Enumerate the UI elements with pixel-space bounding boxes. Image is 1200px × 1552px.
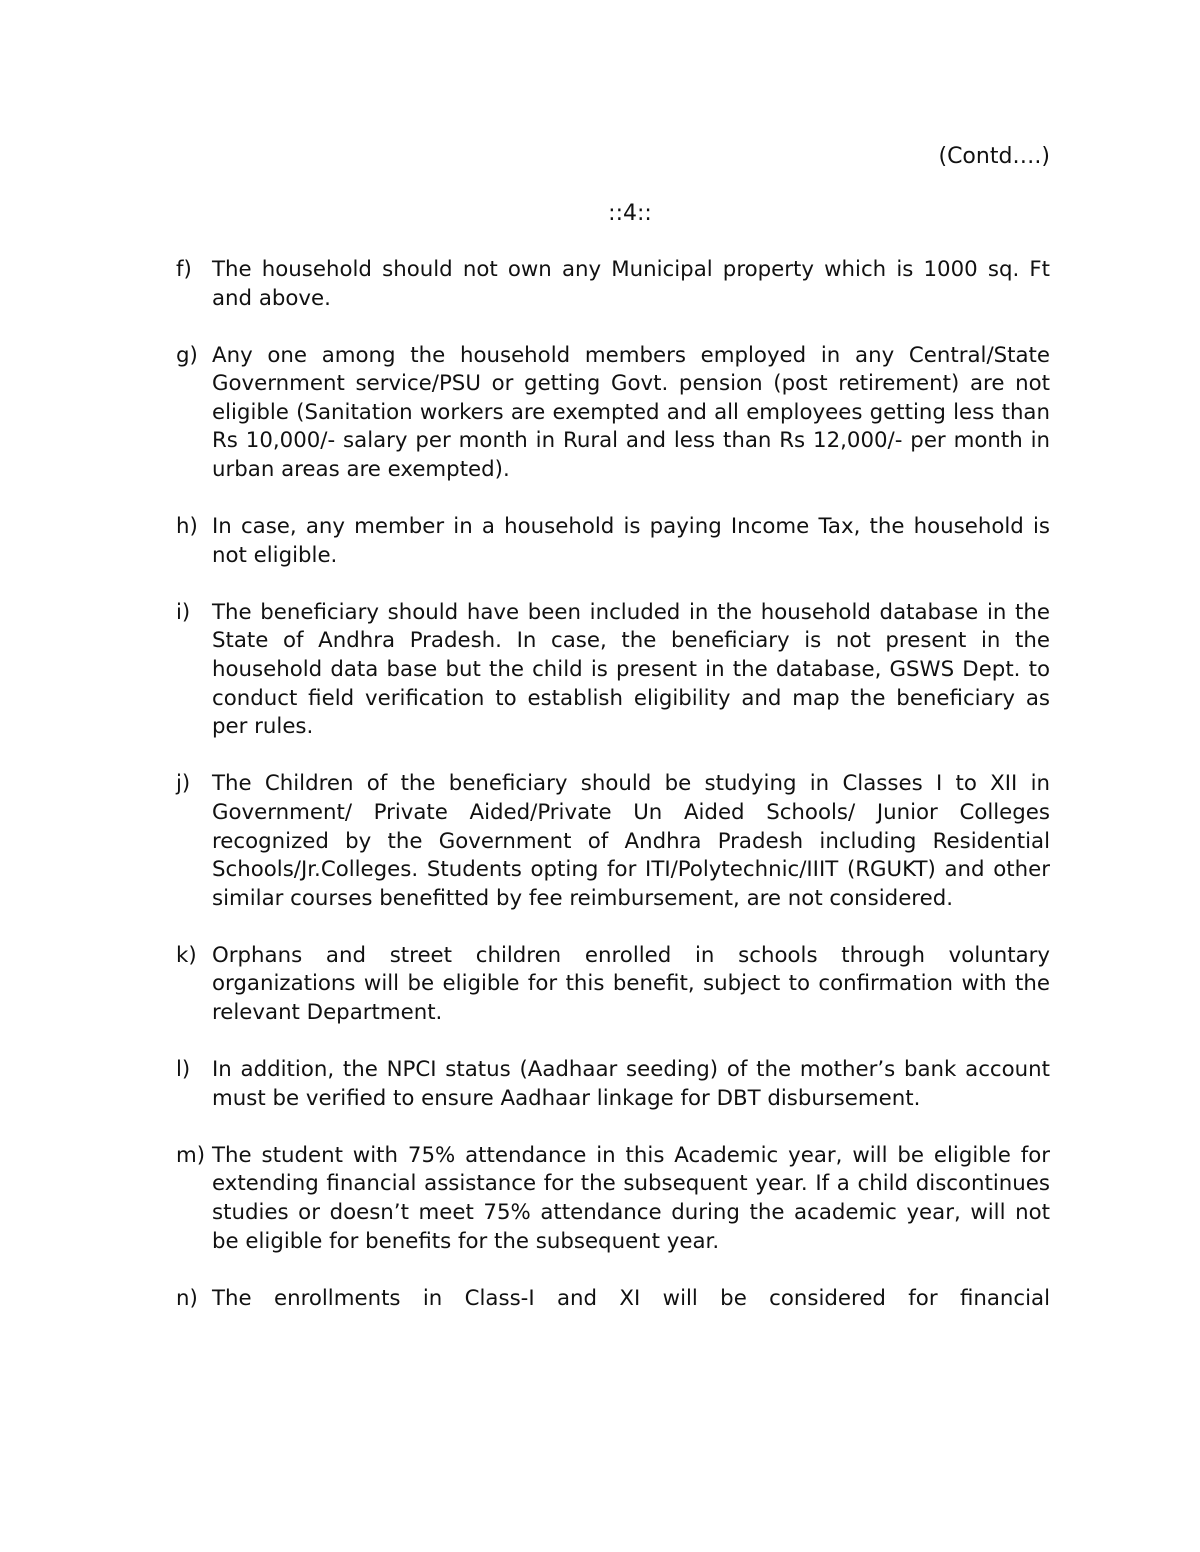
page-number: ::4::	[608, 201, 652, 226]
list-item-f	[176, 256, 1050, 313]
item-marker: i)	[176, 599, 191, 625]
item-text: Any one among the household members employed in any Central/State Government service/PSU or getting Govt. pension (post retirement) are not eligible (Sanitation workers are exempted and all employees getting less than Rs 10,000/- salary per month in Rural and less than Rs 12,000/- per month in urban areas are exempted).	[212, 342, 1050, 483]
list-item-h	[176, 513, 1050, 570]
item-marker: n)	[176, 1285, 198, 1311]
item-text: In addition, the NPCI status (Aadhaar seeding) of the mother’s bank account must be verified to ensure Aadhaar linkage for DBT disbursement.	[212, 1057, 1050, 1111]
item-marker: l)	[176, 1057, 191, 1083]
item-marker: m)	[176, 1142, 206, 1168]
item-text: The enrollments in Class-I and XI will be considered for financial	[212, 1285, 1050, 1311]
list-item-m	[176, 1142, 1050, 1256]
item-marker: j)	[176, 771, 191, 797]
item-text: The beneficiary should have been included in the household database in the State of Andhra Pradesh. In case, the beneficiary is not present in the household data base but the child is present in the database, GSWS Dept. to conduct field verification to establish eligibility and map the beneficiary as per rules.	[212, 599, 1050, 740]
continued-label: (Contd….)	[938, 144, 1050, 169]
list-item-n	[176, 1285, 1050, 1314]
list-item-l	[176, 1056, 1050, 1113]
item-text: The student with 75% attendance in this Academic year, will be eligible for extending financial assistance for the subsequent year. If a child discontinues studies or doesn’t meet 75% attendance during the academic year, will not be eligible for benefits for the subsequent year.	[212, 1142, 1050, 1254]
item-marker: g)	[176, 342, 198, 368]
eligibility-criteria-list	[176, 256, 1050, 1342]
item-text: The Children of the beneficiary should be studying in Classes I to XII in Government/ Private Aided/Private Un Aided Schools/ Junior Colleges recognized by the Government of Andhra Pradesh including Residential Schools/Jr.Colleges. Students opting for ITI/Polytechnic/IIIT (RGUKT) and other similar courses benefitted by fee reimbursement, are not considered.	[212, 771, 1050, 911]
item-marker: h)	[176, 514, 198, 540]
item-marker: k)	[176, 942, 197, 968]
item-text: Orphans and street children enrolled in schools through voluntary organizations will be eligible for this benefit, subject to confirmation with the relevant Department.	[212, 942, 1050, 1025]
item-marker: f)	[176, 257, 192, 282]
list-item-j	[176, 770, 1050, 913]
list-item-k	[176, 942, 1050, 1028]
item-text: The household should not own any Municipal property which is 1000 sq. Ft and above.	[212, 257, 1050, 311]
list-item-g	[176, 342, 1050, 485]
item-text: In case, any member in a household is paying Income Tax, the household is not eligible.	[212, 514, 1050, 568]
list-item-i	[176, 599, 1050, 742]
